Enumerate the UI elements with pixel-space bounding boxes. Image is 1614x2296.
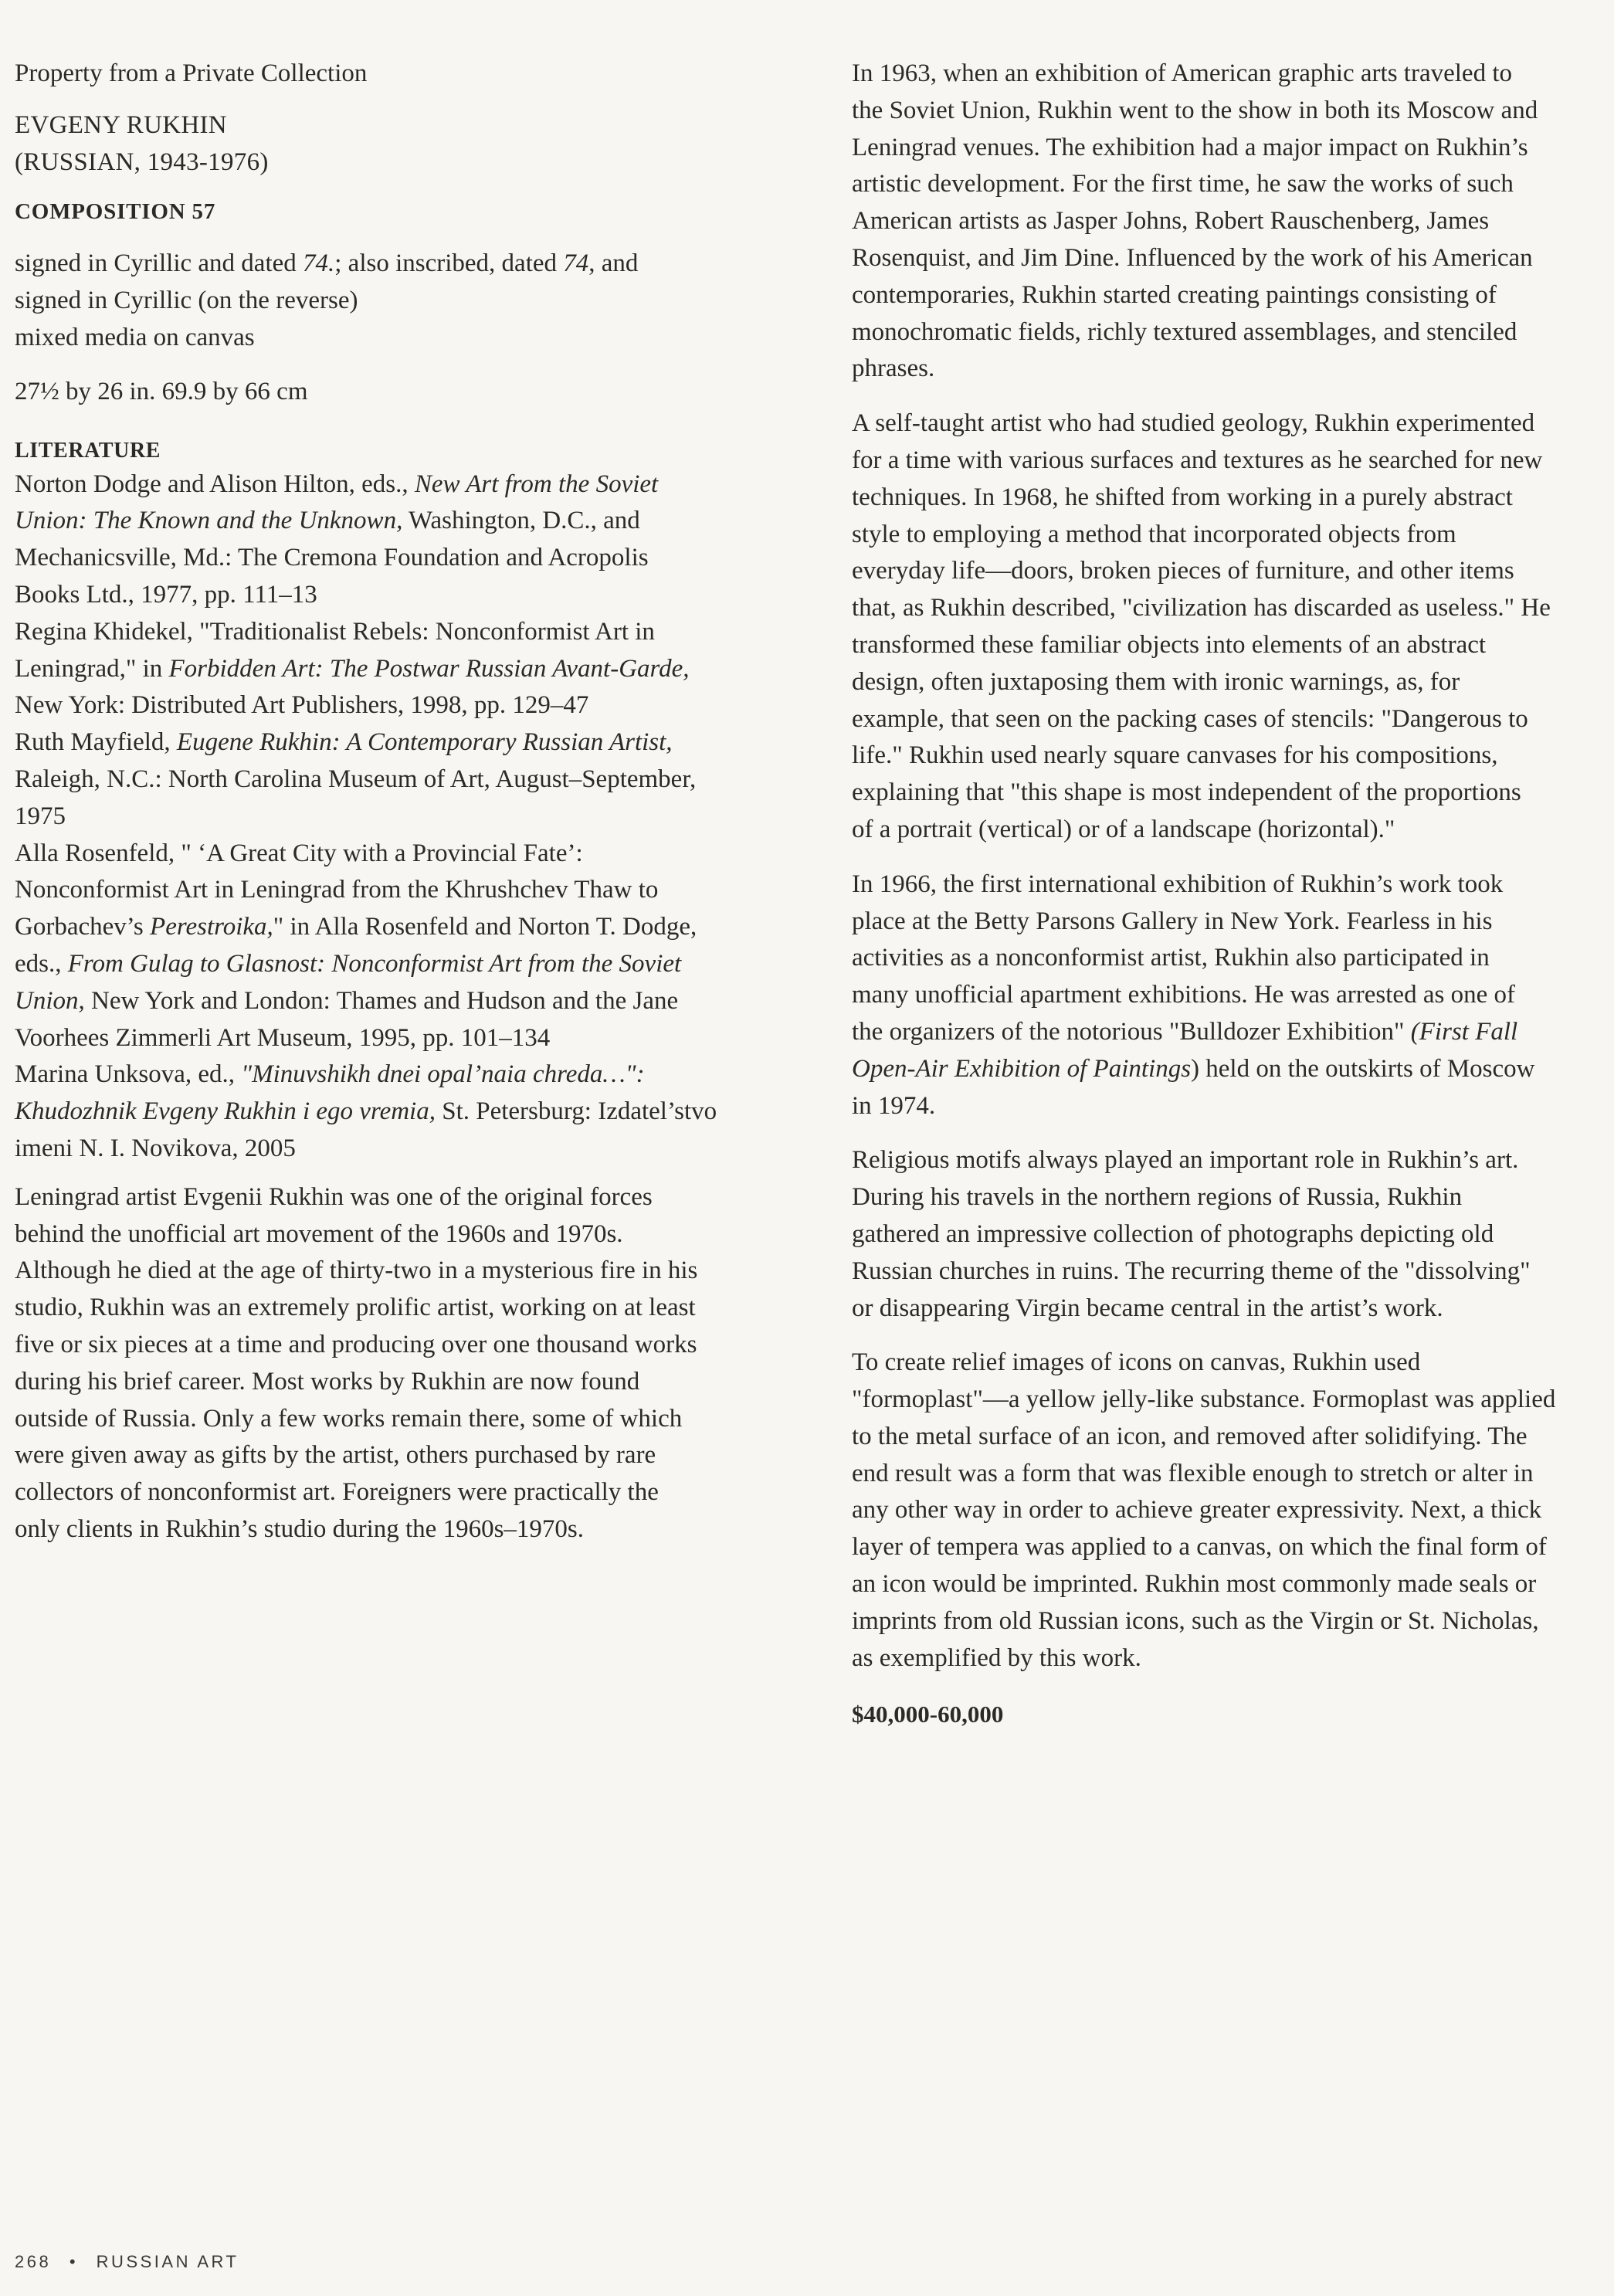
essay-line: place at the Betty Parsons Gallery in New York. Fearless in his	[852, 907, 1493, 935]
essay-line: behind the unofficial art movement of the 1960s and 1970s.	[15, 1219, 623, 1248]
details-line: signed in Cyrillic and dated 74.; also inscribed, dated 74, and	[15, 249, 639, 278]
essay-continuation	[852, 56, 1601, 1677]
essay-paragraph	[852, 56, 1601, 388]
essay-line: five or six pieces at a time and producing over one thousand works	[15, 1330, 697, 1358]
essay-line: in 1974.	[852, 1091, 936, 1120]
essay-line: as exemplified by this work.	[852, 1643, 1141, 1672]
essay-line: artistic development. For the first time, he saw the works of such	[852, 170, 1514, 198]
essay-line: activities as a nonconformist artist, Rukhin also participated in	[852, 944, 1490, 972]
essay-line: studio, Rukhin was an extremely prolific artist, working on at least	[15, 1294, 696, 1322]
essay-line: example, that seen on the packing cases of stencils: "Dangerous to	[852, 704, 1528, 733]
lot-details	[15, 246, 795, 356]
essay-paragraph	[852, 1345, 1601, 1677]
essay-line: Open-Air Exhibition of Paintings) held on the outskirts of Moscow	[852, 1054, 1535, 1083]
essay-line: style to employing a method that incorporated objects from	[852, 520, 1456, 548]
literature-line: Nonconformist Art in Leningrad from the Khrushchev Thaw to	[15, 876, 659, 904]
essay-line: of a portrait (vertical) or of a landscape (horizontal)."	[852, 815, 1395, 843]
essay-paragraph	[852, 405, 1601, 849]
estimate: $40,000-60,000	[852, 1701, 1004, 1728]
essay-line: In 1966, the first international exhibition of Rukhin’s work took	[852, 870, 1504, 898]
literature-line: Union: The Known and the Unknown, Washington, D.C., and	[15, 507, 640, 535]
literature-heading: LITERATURE	[15, 438, 161, 463]
essay-line: A self-taught artist who had studied geology, Rukhin experimented	[852, 409, 1535, 438]
literature-line: Khudozhnik Evgeny Rukhin i ego vremia, St. Petersburg: Izdatel’stvo	[15, 1097, 717, 1126]
essay-line: Religious motifs always played an important role in Rukhin’s art.	[852, 1146, 1519, 1175]
literature-line: Mechanicsville, Md.: The Cremona Foundation and Acropolis	[15, 544, 649, 572]
essay-line: collectors of nonconformist art. Foreigners were practically the	[15, 1478, 659, 1507]
essay-line: monochromatic fields, richly textured assemblages, and stenciled	[852, 317, 1517, 346]
literature-list	[15, 466, 795, 1168]
essay-line: design, often juxtaposing them with ironic warnings, as, for	[852, 667, 1460, 696]
literature-line: Union, New York and London: Thames and Hudson and the Jane	[15, 986, 679, 1015]
literature-line: Raleigh, N.C.: North Carolina Museum of Art, August–September,	[15, 765, 697, 793]
essay-line: imprints from old Russian icons, such as the Virgin or St. Nicholas,	[852, 1606, 1539, 1635]
literature-line: 1975	[15, 802, 66, 830]
provenance-line: Property from a Private Collection	[15, 59, 368, 87]
essay-line: during his brief career. Most works by Rukhin are now found	[15, 1367, 640, 1396]
literature-line: Leningrad," in Forbidden Art: The Postwar Russian Avant-Garde,	[15, 654, 690, 683]
essay-line: In 1963, when an exhibition of American graphic arts traveled to	[852, 59, 1512, 87]
essay-line: an icon would be imprinted. Rukhin most commonly made seals or	[852, 1570, 1537, 1599]
essay-paragraph	[15, 1179, 795, 1548]
essay-line: the Soviet Union, Rukhin went to the show in both its Moscow and	[852, 96, 1538, 124]
essay-line: explaining that "this shape is most independent of the proportions	[852, 778, 1521, 807]
essay-line: outside of Russia. Only a few works remain there, some of which	[15, 1404, 683, 1433]
essay-line: American artists as Jasper Johns, Robert Rauschenberg, James	[852, 207, 1490, 236]
details-line: signed in Cyrillic (on the reverse)	[15, 287, 358, 315]
essay-line: were given away as gifts by the artist, others purchased by rare	[15, 1441, 656, 1470]
essay-line: transformed these familiar objects into elements of an abstract	[852, 630, 1487, 659]
essay-line: or disappearing Virgin became central in the artist’s work.	[852, 1294, 1443, 1322]
details-line: mixed media on canvas	[15, 323, 255, 351]
section-name: RUSSIAN ART	[96, 2252, 239, 2271]
literature-line: Ruth Mayfield, Eugene Rukhin: A Contemporary Russian Artist,	[15, 728, 673, 757]
essay-line: Leningrad artist Evgenii Rukhin was one of the original forces	[15, 1182, 653, 1211]
left-column	[15, 56, 795, 1548]
artist-name: EVGENY RUKHIN	[15, 110, 227, 139]
essay-line: Leningrad venues. The exhibition had a major impact on Rukhin’s	[852, 133, 1528, 161]
literature-line: Alla Rosenfeld, " ‘A Great City with a Provincial Fate’:	[15, 839, 583, 867]
footer-bullet: •	[69, 2252, 79, 2271]
essay-line: for a time with various surfaces and textures as he searched for new	[852, 446, 1543, 474]
essay-line: life." Rukhin used nearly square canvases for his compositions,	[852, 741, 1498, 770]
essay-line: To create relief images of icons on canvas, Rukhin used	[852, 1348, 1421, 1377]
literature-line: Marina Unksova, ed., "Minuvshikh dnei opal’naia chreda…":	[15, 1060, 645, 1089]
essay-line: Although he died at the age of thirty-two in a mysterious fire in his	[15, 1257, 698, 1285]
essay-line: Rosenquist, and Jim Dine. Influenced by the work of his American	[852, 243, 1533, 272]
essay-line: contemporaries, Rukhin started creating paintings consisting of	[852, 280, 1497, 309]
lot-title: COMPOSITION 57	[15, 199, 216, 225]
literature-line: Norton Dodge and Alison Hilton, eds., New Art from the Soviet	[15, 470, 659, 498]
essay-line: everyday life—doors, broken pieces of furniture, and other items	[852, 557, 1514, 585]
artist-dates: (RUSSIAN, 1943-1976)	[15, 148, 269, 176]
essay-line: only clients in Rukhin’s studio during the 1960s–1970s.	[15, 1514, 585, 1543]
literature-line: eds., From Gulag to Glasnost: Nonconformist Art from the Soviet	[15, 949, 682, 978]
essay-paragraph	[852, 867, 1601, 1125]
page-footer	[15, 2252, 239, 2272]
essay-line: the organizers of the notorious "Bulldozer Exhibition" (First Fall	[852, 1017, 1518, 1046]
essay-line: that, as Rukhin described, "civilization has discarded as useless." He	[852, 594, 1551, 622]
right-column	[852, 56, 1601, 1732]
literature-line: Gorbachev’s Perestroika," in Alla Rosenfeld and Norton T. Dodge,	[15, 913, 697, 941]
literature-line: Regina Khidekel, "Traditionalist Rebels: Nonconformist Art in	[15, 617, 655, 646]
essay-line: "formoplast"—a yellow jelly-like substance. Formoplast was applied	[852, 1385, 1556, 1414]
essay-line: techniques. In 1968, he shifted from working in a purely abstract	[852, 483, 1513, 511]
literature-line: Books Ltd., 1977, pp. 111–13	[15, 580, 317, 609]
page-number: 268	[15, 2252, 52, 2271]
essay-line: any other way in order to achieve greater expressivity. Next, a thick	[852, 1496, 1542, 1524]
essay-line: phrases.	[852, 354, 935, 383]
literature-line: imeni N. I. Novikova, 2005	[15, 1134, 296, 1162]
essay-line: many unofficial apartment exhibitions. He was arrested as one of	[852, 981, 1515, 1009]
essay-line: gathered an impressive collection of photographs depicting old	[852, 1219, 1494, 1248]
literature-line: New York: Distributed Art Publishers, 1998, pp. 129–47	[15, 691, 589, 720]
dimensions: 27½ by 26 in. 69.9 by 66 cm	[15, 377, 308, 405]
essay-line: During his travels in the northern regions of Russia, Rukhin	[852, 1183, 1463, 1212]
essay-line: layer of tempera was applied to a canvas, on which the final form of	[852, 1533, 1547, 1562]
essay-line: to the metal surface of an icon, and removed after solidifying. The	[852, 1422, 1528, 1450]
essay-line: end result was a form that was flexible enough to stretch or alter in	[852, 1459, 1534, 1487]
essay-paragraph	[852, 1142, 1601, 1327]
essay-line: Russian churches in ruins. The recurring theme of the "dissolving"	[852, 1257, 1531, 1285]
literature-line: Voorhees Zimmerli Art Museum, 1995, pp. 101–134	[15, 1023, 551, 1052]
